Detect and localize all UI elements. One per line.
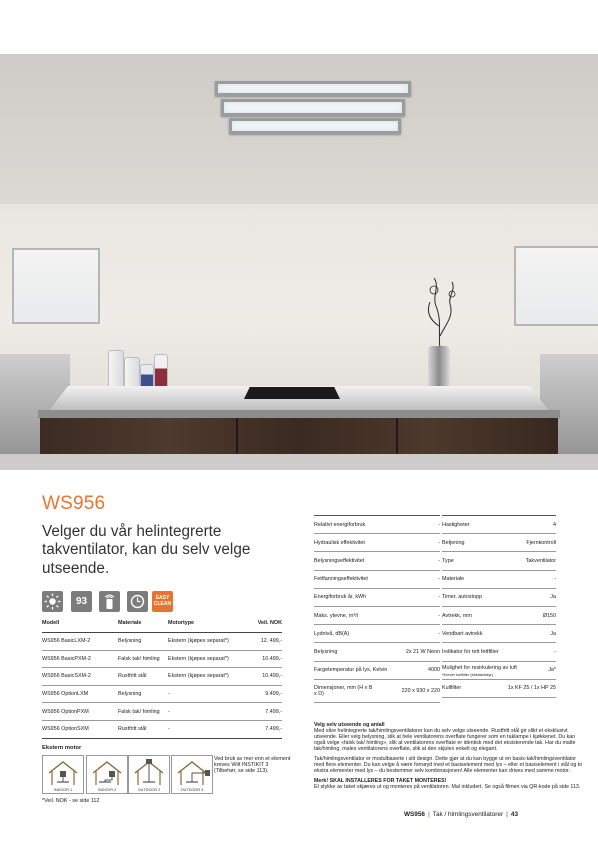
cell-material: Rustfritt stål	[118, 726, 147, 733]
spec-value: Ja*	[548, 667, 556, 674]
table-row	[42, 685, 282, 703]
spec-row	[314, 680, 440, 703]
cell-price: 7.499,-	[265, 708, 282, 715]
spec-label: Vendbart avtrekk	[442, 630, 483, 637]
description-paragraph: Et stykke av taket skjæres ut og monteres på ventilatoren. Mal inkludert. Se også filmen via QR-kode på side 113.	[314, 783, 581, 790]
spec-label: Lydnivå, dB(A)	[314, 630, 350, 637]
motor-option-caption: INDOOR 2	[97, 788, 117, 792]
glass-jar	[108, 350, 124, 390]
cell-price: 7.499,-	[265, 726, 282, 733]
spec-label: Indikator for tett fettfilter	[442, 648, 499, 655]
external-motor-note: Ved bruk av mer enn et element kreves Wilt INSTIKIT 3 (Tilbehør, se side 113).	[214, 756, 291, 775]
page-footer	[404, 811, 518, 818]
motor-option-indoor-2	[86, 755, 128, 794]
spec-value: 1x KF 25 / 1x HP 25	[507, 685, 556, 692]
spec-value: 220 x 930 x 220	[401, 687, 440, 694]
spec-row	[442, 680, 556, 698]
spec-value: -	[438, 557, 440, 564]
spec-value: Takventilator	[525, 557, 556, 564]
efficiency-badge	[71, 591, 92, 612]
spec-row	[442, 516, 556, 534]
spec-label: Mulighet for resirkulering av luft	[442, 664, 517, 671]
easy-clean-text: EASY CLEAN	[153, 595, 172, 607]
spec-value: 4000	[428, 667, 440, 674]
cell-material: Rustfritt stål	[118, 673, 147, 680]
footer-separator: |	[506, 811, 508, 818]
easy-clean-badge	[152, 591, 173, 612]
spec-value: 2x 21 W Neon	[405, 648, 440, 655]
spec-value: -	[438, 594, 440, 601]
glass-jar	[154, 354, 168, 390]
cell-material: Belysning	[118, 691, 142, 698]
spec-value: -	[554, 648, 556, 655]
footer-model: WS956	[404, 811, 425, 818]
spec-value: -	[554, 576, 556, 583]
spec-label: Fettfanningseffektivitet	[314, 576, 368, 583]
spec-value: -	[438, 576, 440, 583]
cell-motor: Ekstern (kjøpes separat*)	[168, 655, 229, 662]
table-row	[42, 650, 282, 668]
description	[314, 722, 584, 793]
cell-material: Falsk tak/ himling	[118, 655, 160, 662]
spec-label: Avtrekk, mm	[442, 612, 472, 619]
spec-label: Dimensjoner, mm (H x B x D)	[314, 684, 373, 697]
spec-row	[442, 571, 556, 589]
model-title: WS956	[42, 493, 106, 514]
price-footnote: *Veil. NOK - se side 112	[42, 798, 100, 804]
decorative-branches	[410, 276, 470, 350]
spec-row	[314, 662, 440, 680]
spec-value: Ja	[550, 594, 556, 601]
cell-model: WS956 OptionPXM	[42, 708, 89, 715]
ceiling-ventilator-panel	[229, 118, 401, 134]
cell-model: WS956 BasicSXM-2	[42, 673, 91, 680]
spec-row	[442, 643, 556, 661]
spec-row	[442, 607, 556, 625]
description-paragraph: Med våre helintegrerte tak/himlingsventilatorer kan du selv velge utseende. Rustfritt stål gir slikt et eksklusivt utseende. Eller velg belysning, slik at hele ventilatorens overflate fungerer som en taklampe i kjøkkenet. Du kan også velge «falsk tak/ himling», slik at ventilatorens overflate er identisk med det eksisterende tak. Har du malte tak/himling, males ventilatorens overflate, slik at den skjules enkelt og elegant.	[314, 728, 576, 753]
table-row	[42, 667, 282, 685]
cell-model: WS956 BasicLXM-2	[42, 638, 91, 645]
cell-price: 10.499,-	[262, 655, 282, 662]
footer-category: Tak / himlingsventilatorer	[432, 811, 504, 818]
cell-model: WS956 OptionLXM	[42, 691, 89, 698]
spec-value: -	[438, 539, 440, 546]
efficiency-value: 93	[75, 596, 88, 607]
spec-label: Kullfilter	[442, 685, 462, 692]
header-cell: Materiale	[118, 620, 142, 626]
external-motor-label: Ekstern motor	[42, 745, 82, 751]
spec-value: -	[438, 521, 440, 528]
lighting-icon	[42, 591, 63, 612]
glass-jar	[124, 357, 140, 390]
description-heading: Velg selv utseende og antall	[314, 722, 385, 728]
table-row	[42, 632, 282, 650]
spec-row	[442, 534, 556, 552]
spec-label: Belysningseffektivitet	[314, 557, 365, 564]
spec-row	[314, 571, 440, 589]
spec-label: Maks. ytevne, m³/t	[314, 612, 359, 619]
spec-row	[314, 643, 440, 661]
installation-warning: Merk! SKAL INSTALLERES FOR TAKET MONTERES!	[314, 777, 447, 784]
spec-value: Fjernkontroll	[526, 539, 556, 546]
motor-option-outdoor-3	[171, 755, 213, 794]
spec-label: Relativt energiforbruk	[314, 521, 366, 528]
spec-label: Hydraulisk effektivitet	[314, 539, 365, 546]
window-left	[12, 248, 100, 324]
cell-price: 10.499,-	[262, 673, 282, 680]
header-cell: Motortype	[168, 620, 195, 626]
spec-label: Belysning	[314, 648, 338, 655]
cell-price: 9.499,-	[265, 691, 282, 698]
remote-control-icon	[99, 591, 120, 612]
spec-label: Timer, autostopp	[442, 594, 482, 601]
headline: Velger du vår helintegrerte takventilator, kan du selv velge utseende.	[42, 523, 251, 577]
spec-table-right	[442, 515, 556, 698]
table-header	[42, 620, 282, 632]
motor-option-caption: OUTDOOR 2	[137, 788, 161, 792]
spec-label: Fargetemperatur på lys, Kelvin	[314, 667, 388, 674]
spec-row	[442, 625, 556, 643]
motor-option-outdoor-2	[128, 755, 170, 794]
cell-motor: -	[168, 726, 170, 733]
motor-option-indoor-1	[42, 755, 84, 794]
spec-row	[314, 607, 440, 625]
kitchen-island-edge	[38, 410, 560, 418]
header-cell: Modell	[42, 620, 60, 626]
spec-row	[314, 625, 440, 643]
spec-value: Ø150	[542, 612, 556, 619]
spec-value: 4	[553, 521, 556, 528]
spec-row	[314, 534, 440, 552]
cell-material: Falsk tak/ himling	[118, 708, 160, 715]
spec-footnote: *Krever kullfilter (ekstrautstyr)	[442, 671, 494, 677]
page-number: 43	[510, 811, 518, 818]
spec-value: -	[438, 630, 440, 637]
motor-option-caption: INDOOR 1	[53, 788, 73, 792]
product-table	[42, 620, 282, 739]
cell-model: WS956 OptionSXM	[42, 726, 89, 733]
table-row	[42, 720, 282, 739]
spec-label: Hastigheter	[442, 521, 470, 528]
cooktop	[244, 387, 340, 399]
cell-motor: Ekstern (kjøpes separat*)	[168, 638, 229, 645]
ceiling-ventilator-panel	[215, 81, 411, 96]
spec-table-left	[314, 515, 440, 703]
cell-motor: -	[168, 691, 170, 698]
spec-row	[442, 589, 556, 607]
cell-price: 12. 499,-	[260, 638, 282, 645]
ceiling-ventilator-panel	[221, 99, 405, 116]
spec-label: Betjening	[442, 539, 465, 546]
spec-value: -	[438, 612, 440, 619]
cell-motor: -	[168, 708, 170, 715]
cell-material: Belysning	[118, 638, 142, 645]
footer-separator: |	[427, 811, 430, 818]
spec-value: Ja	[550, 630, 556, 637]
spec-row	[314, 552, 440, 570]
spec-label: Materiale	[442, 576, 465, 583]
spec-row	[314, 589, 440, 607]
header-cell: Veil. NOK	[257, 620, 282, 626]
spec-label: Energiforbruk år, kWh	[314, 594, 367, 601]
kitchen-photo	[0, 54, 598, 470]
description-paragraph: Tak/himlingsventilator er modulbaserte i sitt design. Dette gjør at du kan bygge ut en basis-tak/himlingsventilator med flere elementer. Du kan velge å være fornøyd med et basiselement med lys – eller et basiselement i stål og to ekstra elementer med lys – du bestemmer selv kombinasjonen! Alle elementer kan drives med samme motor.	[314, 755, 583, 775]
spec-label: Type	[442, 557, 454, 564]
cell-motor: Ekstern (kjøpes separat*)	[168, 673, 229, 680]
cell-model: WS956 BasicPXM-2	[42, 655, 91, 662]
floor	[0, 454, 598, 470]
window-right	[514, 246, 598, 326]
spec-row	[442, 662, 556, 680]
motor-option-caption: OUTDOOR 3	[180, 788, 204, 792]
vase	[428, 346, 450, 388]
table-row	[42, 702, 282, 720]
spec-row	[314, 516, 440, 534]
spec-row	[442, 552, 556, 570]
timer-icon	[127, 591, 148, 612]
